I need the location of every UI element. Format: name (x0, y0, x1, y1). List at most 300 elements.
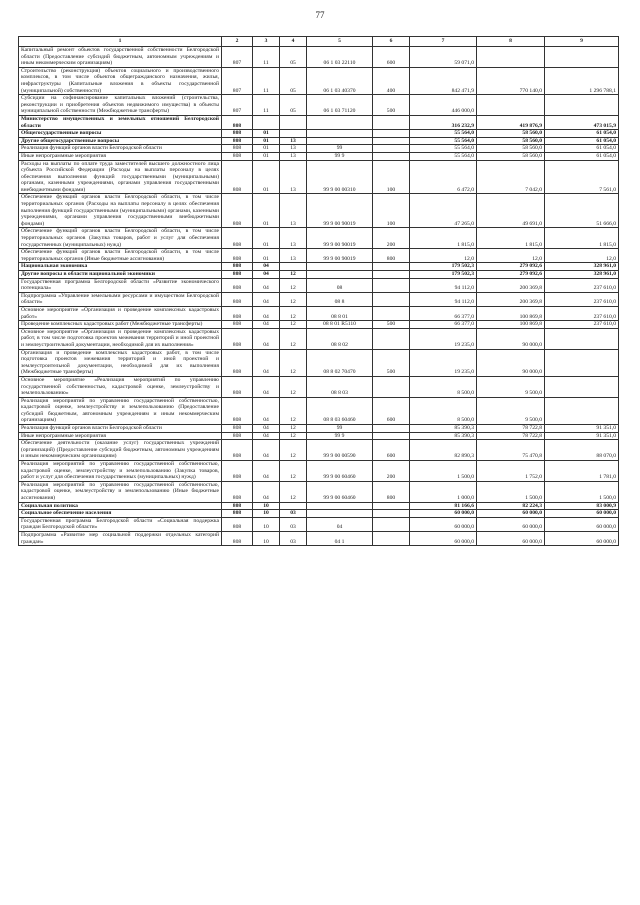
cell-year-1: 1 815,0 (410, 228, 477, 249)
cell-year-2: 1 752,0 (477, 461, 545, 482)
cell-year-2: 82 224,3 (477, 502, 545, 510)
cell-ved: 808 (222, 531, 253, 545)
cell-rz: 04 (253, 432, 280, 440)
cell-year-1: 81 166,6 (410, 502, 477, 510)
cell-year-3: 328 961,0 (545, 271, 619, 279)
cell-year-2: 78 722,8 (477, 432, 545, 440)
cell-csr (307, 502, 373, 510)
cell-year-2: 58 560,0 (477, 130, 545, 138)
table-row (19, 67, 619, 94)
row-name: Иные непрограммные мероприятия (19, 432, 222, 440)
table-row (19, 306, 619, 320)
row-name: Капитальный ремонт объектов государственной собственности Белгородской области (Предоставление субсидий бюджетным, автономным учреждениям и иным некоммерческим организациям) (19, 47, 222, 68)
cell-pr: 13 (280, 194, 307, 228)
cell-pr: 03 (280, 510, 307, 518)
table-row (19, 397, 619, 424)
cell-pr: 12 (280, 349, 307, 376)
cell-year-2: 78 722,8 (477, 425, 545, 433)
cell-csr: 08 8 03 60460 (307, 397, 373, 424)
cell-pr: 13 (280, 160, 307, 194)
table-row (19, 95, 619, 116)
cell-pr (280, 263, 307, 271)
cell-year-2: 58 560,0 (477, 152, 545, 160)
cell-year-1: 179 502,3 (410, 263, 477, 271)
cell-csr: 08 8 02 (307, 328, 373, 349)
cell-year-3 (545, 349, 619, 376)
table-row (19, 249, 619, 263)
table-row (19, 263, 619, 271)
cell-csr (307, 510, 373, 518)
cell-csr: 99 9 00 60460 (307, 461, 373, 482)
cell-vr (373, 376, 410, 397)
cell-vr: 600 (373, 47, 410, 68)
row-name: Организация и проведение комплексных кадастровых работ, в том числе подготовка проектов межевания территорий и иной проектной и землеустроительной документации, необходимой для их выполнения (Межбюджетные трансферты) (19, 349, 222, 376)
cell-rz: 01 (253, 137, 280, 145)
cell-ved: 808 (222, 292, 253, 306)
cell-year-3 (545, 397, 619, 424)
cell-year-1: 12,0 (410, 249, 477, 263)
cell-vr (373, 292, 410, 306)
cell-year-3: 7 561,0 (545, 160, 619, 194)
cell-year-2: 7 042,0 (477, 160, 545, 194)
column-header: 6 (373, 37, 410, 47)
row-name: Реализация функций органов власти Белгородской области (19, 425, 222, 433)
row-name: Реализация мероприятий по управлению государственной собственностью, кадастровой оценке, землеустройству и землепользованию (Закупка товаров, работ и услуг для обеспечения государственных (муниципальных) нужд) (19, 461, 222, 482)
cell-pr: 05 (280, 95, 307, 116)
cell-csr: 08 8 01 R5110 (307, 321, 373, 329)
table-row (19, 228, 619, 249)
cell-pr: 12 (280, 425, 307, 433)
table-row (19, 461, 619, 482)
cell-ved: 808 (222, 328, 253, 349)
cell-pr: 12 (280, 440, 307, 461)
row-name: Реализация мероприятий по управлению государственной собственностью, кадастровой оценке, землеустройству и землепользованию (Предоставление субсидий бюджетным, автономным учреждениям и иным некоммерческим организациям) (19, 397, 222, 424)
cell-year-3: 237 610,0 (545, 306, 619, 320)
cell-csr: 99 9 (307, 432, 373, 440)
cell-pr: 05 (280, 47, 307, 68)
cell-rz: 04 (253, 278, 280, 292)
cell-ved: 808 (222, 306, 253, 320)
table-row (19, 160, 619, 194)
cell-ved: 808 (222, 130, 253, 138)
cell-csr: 99 9 00 90019 (307, 194, 373, 228)
table-row (19, 130, 619, 138)
cell-pr: 05 (280, 67, 307, 94)
cell-csr: 08 8 (307, 292, 373, 306)
cell-ved: 807 (222, 47, 253, 68)
row-name: Расходы на выплаты по оплате труда заместителей высшего должностного лица субъекта Российской Федерации (Расходы на выплаты персоналу в целях обеспечения выполнения функций государственными (муниципальными) органами, казенными учреждениями, органами управления государственными внебюджетными фондами) (19, 160, 222, 194)
cell-year-1: 446 000,0 (410, 95, 477, 116)
cell-pr: 13 (280, 228, 307, 249)
cell-year-1: 85 390,3 (410, 432, 477, 440)
cell-year-3: 60 000,0 (545, 517, 619, 531)
cell-year-1: 19 235,0 (410, 349, 477, 376)
budget-table (18, 36, 619, 546)
cell-year-1: 60 000,0 (410, 517, 477, 531)
cell-year-3: 237 610,0 (545, 321, 619, 329)
cell-year-3: 473 015,9 (545, 115, 619, 129)
table-row (19, 47, 619, 68)
row-name: Государственная программа Белгородской области «Социальная поддержка граждан Белгородской области» (19, 517, 222, 531)
cell-year-1: 179 502,3 (410, 271, 477, 279)
cell-vr (373, 517, 410, 531)
row-name: Обеспечение деятельности (оказание услуг) государственных учреждений (организаций) (Предоставление субсидий бюджетным, автономным учреждениям и иным некоммерческим организациям) (19, 440, 222, 461)
cell-year-3: 83 000,9 (545, 502, 619, 510)
row-name: Основное мероприятие «Реализация мероприятий по управлению государственной собственностью, кадастровой оценке, землеустройству и землепользованию» (19, 376, 222, 397)
cell-year-3: 91 351,0 (545, 425, 619, 433)
cell-csr: 99 9 00 00310 (307, 160, 373, 194)
cell-pr: 12 (280, 292, 307, 306)
cell-year-1: 1 000,0 (410, 481, 477, 502)
cell-ved: 808 (222, 510, 253, 518)
cell-vr: 100 (373, 160, 410, 194)
row-name: Иные непрограммные мероприятия (19, 152, 222, 160)
table-row (19, 115, 619, 129)
cell-year-2: 75 470,8 (477, 440, 545, 461)
row-name: Общегосударственные вопросы (19, 130, 222, 138)
cell-year-2 (477, 47, 545, 68)
table-row (19, 152, 619, 160)
cell-ved: 808 (222, 145, 253, 153)
cell-csr: 04 1 (307, 531, 373, 545)
page-number: 77 (315, 10, 325, 20)
cell-rz: 04 (253, 376, 280, 397)
cell-year-3 (545, 95, 619, 116)
cell-ved: 808 (222, 432, 253, 440)
cell-pr: 13 (280, 145, 307, 153)
cell-year-2: 419 876,9 (477, 115, 545, 129)
cell-year-2: 1 500,0 (477, 481, 545, 502)
row-name: Социальное обеспечение населения (19, 510, 222, 518)
cell-year-3: 61 054,0 (545, 137, 619, 145)
table-row (19, 321, 619, 329)
cell-rz: 04 (253, 292, 280, 306)
cell-ved: 808 (222, 397, 253, 424)
cell-pr: 12 (280, 376, 307, 397)
column-header: 4 (280, 37, 307, 47)
cell-csr (307, 263, 373, 271)
cell-ved: 808 (222, 481, 253, 502)
cell-csr: 08 8 02 70470 (307, 349, 373, 376)
cell-year-2: 49 691,0 (477, 194, 545, 228)
cell-rz: 04 (253, 328, 280, 349)
table-row (19, 531, 619, 545)
cell-csr: 04 (307, 517, 373, 531)
cell-rz: 04 (253, 263, 280, 271)
cell-year-1: 19 235,0 (410, 328, 477, 349)
cell-vr: 600 (373, 440, 410, 461)
cell-ved: 808 (222, 461, 253, 482)
cell-year-2: 1 815,0 (477, 228, 545, 249)
cell-year-1: 316 232,9 (410, 115, 477, 129)
cell-pr: 12 (280, 461, 307, 482)
cell-pr (280, 115, 307, 129)
row-name: Подпрограмма «Управление земельными ресурсами и имуществом Белгородской области» (19, 292, 222, 306)
cell-rz: 10 (253, 531, 280, 545)
cell-year-2: 279 092,6 (477, 263, 545, 271)
cell-pr: 12 (280, 271, 307, 279)
cell-year-2: 200 369,8 (477, 292, 545, 306)
cell-ved: 808 (222, 228, 253, 249)
cell-ved: 808 (222, 349, 253, 376)
cell-year-2: 60 000,0 (477, 531, 545, 545)
row-name: Обеспечение функций органов власти Белгородской области, в том числе территориальных органов (Расходы на выплаты персоналу в целях обеспечения выполнения функций государственными (муниципальными) органами, казенными учреждениями, органами управления государственными внебюджетными фондами) (19, 194, 222, 228)
cell-rz: 04 (253, 349, 280, 376)
cell-vr: 200 (373, 461, 410, 482)
cell-year-3: 60 000,0 (545, 510, 619, 518)
cell-vr (373, 137, 410, 145)
cell-year-2: 60 000,0 (477, 517, 545, 531)
cell-vr (373, 510, 410, 518)
cell-vr: 500 (373, 349, 410, 376)
cell-rz: 11 (253, 47, 280, 68)
cell-rz: 01 (253, 152, 280, 160)
cell-year-3: 1 296 788,1 (545, 67, 619, 94)
row-name: Другие общегосударственные вопросы (19, 137, 222, 145)
cell-pr: 12 (280, 278, 307, 292)
cell-vr: 200 (373, 228, 410, 249)
cell-pr (280, 130, 307, 138)
cell-year-1: 85 390,3 (410, 425, 477, 433)
table-row (19, 517, 619, 531)
cell-year-1: 94 112,0 (410, 278, 477, 292)
cell-vr (373, 278, 410, 292)
cell-year-3 (545, 47, 619, 68)
cell-ved: 808 (222, 278, 253, 292)
cell-year-1: 8 500,0 (410, 397, 477, 424)
cell-csr: 99 9 (307, 152, 373, 160)
cell-year-2: 12,0 (477, 249, 545, 263)
table-row (19, 349, 619, 376)
cell-ved: 808 (222, 152, 253, 160)
row-name: Реализация мероприятий по управлению государственной собственностью, кадастровой оценке, землеустройству и землепользованию (Иные бюджетные ассигнования) (19, 481, 222, 502)
cell-year-1: 1 500,0 (410, 461, 477, 482)
cell-ved: 808 (222, 321, 253, 329)
cell-rz: 04 (253, 481, 280, 502)
cell-pr: 12 (280, 328, 307, 349)
cell-vr (373, 502, 410, 510)
row-name: Строительство (реконструкция) объектов социального и производственного комплексов, в том числе объектов общегражданского назначения, жилья, инфраструктуры (Капитальные вложения в объекты государственной (муниципальной) собственности) (19, 67, 222, 94)
column-header: 1 (19, 37, 222, 47)
cell-rz: 01 (253, 160, 280, 194)
table-row (19, 440, 619, 461)
table-row (19, 502, 619, 510)
row-name: Национальная экономика (19, 263, 222, 271)
cell-rz: 04 (253, 306, 280, 320)
cell-csr (307, 271, 373, 279)
table-row (19, 194, 619, 228)
cell-vr (373, 328, 410, 349)
cell-year-1: 55 564,0 (410, 137, 477, 145)
cell-year-3: 1 815,0 (545, 228, 619, 249)
table-row (19, 432, 619, 440)
cell-vr: 600 (373, 397, 410, 424)
cell-vr (373, 115, 410, 129)
cell-vr: 100 (373, 194, 410, 228)
cell-year-2: 90 000,0 (477, 349, 545, 376)
cell-pr: 13 (280, 249, 307, 263)
row-name: Министерство имущественных и земельных отношений Белгородской области (19, 115, 222, 129)
cell-year-3: 237 610,0 (545, 292, 619, 306)
cell-rz: 04 (253, 425, 280, 433)
cell-vr: 800 (373, 249, 410, 263)
cell-rz: 11 (253, 95, 280, 116)
cell-year-2: 90 000,0 (477, 328, 545, 349)
cell-year-1: 47 265,0 (410, 194, 477, 228)
cell-vr: 500 (373, 95, 410, 116)
cell-ved: 807 (222, 67, 253, 94)
cell-csr: 08 8 03 (307, 376, 373, 397)
table-row (19, 278, 619, 292)
cell-year-2: 279 092,6 (477, 271, 545, 279)
cell-vr: 500 (373, 321, 410, 329)
cell-rz: 04 (253, 440, 280, 461)
cell-rz: 01 (253, 228, 280, 249)
cell-pr (280, 502, 307, 510)
cell-year-1: 66 377,0 (410, 321, 477, 329)
cell-csr (307, 115, 373, 129)
cell-year-3: 61 054,0 (545, 130, 619, 138)
cell-ved: 808 (222, 502, 253, 510)
cell-ved: 808 (222, 271, 253, 279)
table-row (19, 145, 619, 153)
row-name: Обеспечение функций органов власти Белгородской области, в том числе территориальных органов (Закупка товаров, работ и услуг для обеспечения государственных (муниципальных) нужд) (19, 228, 222, 249)
cell-csr: 99 9 00 90019 (307, 249, 373, 263)
cell-year-2: 200 369,8 (477, 278, 545, 292)
cell-ved: 808 (222, 160, 253, 194)
cell-rz (253, 115, 280, 129)
cell-csr: 99 9 00 60460 (307, 481, 373, 502)
cell-rz: 01 (253, 249, 280, 263)
cell-vr (373, 432, 410, 440)
table-header-row (19, 37, 619, 47)
cell-year-3 (545, 376, 619, 397)
cell-pr: 12 (280, 321, 307, 329)
table-row (19, 510, 619, 518)
cell-year-3: 91 351,0 (545, 432, 619, 440)
cell-rz: 10 (253, 502, 280, 510)
cell-vr (373, 152, 410, 160)
cell-vr (373, 263, 410, 271)
cell-vr: 400 (373, 67, 410, 94)
cell-pr: 12 (280, 397, 307, 424)
row-name: Подпрограмма «Развитие мер социальной поддержки отдельных категорий граждан» (19, 531, 222, 545)
cell-year-3: 12,0 (545, 249, 619, 263)
cell-year-3: 88 070,0 (545, 440, 619, 461)
cell-csr: 06 1 03 71120 (307, 95, 373, 116)
row-name: Основное мероприятие «Организация и проведение комплексных кадастровых работ» (19, 306, 222, 320)
cell-year-3: 60 000,0 (545, 531, 619, 545)
cell-year-2: 9 500,0 (477, 376, 545, 397)
table-row (19, 481, 619, 502)
table-row (19, 376, 619, 397)
table-row (19, 328, 619, 349)
cell-vr (373, 531, 410, 545)
table-row (19, 137, 619, 145)
cell-year-1: 60 000,0 (410, 510, 477, 518)
cell-csr (307, 130, 373, 138)
cell-year-3: 61 054,0 (545, 145, 619, 153)
cell-year-1: 59 071,0 (410, 47, 477, 68)
cell-csr: 08 (307, 278, 373, 292)
cell-year-3: 1 781,0 (545, 461, 619, 482)
cell-pr: 12 (280, 432, 307, 440)
row-name: Субсидии на софинансирование капитальных вложений (строительства, реконструкции и приобретения объектов недвижимого имущества) в объекты муниципальной собственности (Межбюджетные трансферты) (19, 95, 222, 116)
column-header: 3 (253, 37, 280, 47)
cell-vr (373, 130, 410, 138)
cell-csr: 99 9 00 00590 (307, 440, 373, 461)
column-header: 5 (307, 37, 373, 47)
cell-ved: 808 (222, 137, 253, 145)
cell-csr: 99 9 00 90019 (307, 228, 373, 249)
cell-year-1: 8 500,0 (410, 376, 477, 397)
row-name: Другие вопросы в области национальной экономики (19, 271, 222, 279)
cell-year-1: 6 472,0 (410, 160, 477, 194)
row-name: Основное мероприятие «Организация и проведение комплексных кадастровых работ, в том числе подготовка проектов межевания территорий и иной проектной и землеустроительной документации, необходимой для их выполнения» (19, 328, 222, 349)
cell-year-3: 1 500,0 (545, 481, 619, 502)
cell-pr: 12 (280, 306, 307, 320)
cell-vr: 800 (373, 481, 410, 502)
cell-rz: 04 (253, 397, 280, 424)
cell-pr: 12 (280, 481, 307, 502)
cell-year-1: 66 377,0 (410, 306, 477, 320)
cell-ved: 808 (222, 249, 253, 263)
cell-year-1: 55 564,0 (410, 145, 477, 153)
cell-year-1: 842 471,9 (410, 67, 477, 94)
cell-year-2: 770 140,0 (477, 67, 545, 94)
cell-csr: 06 1 03 40370 (307, 67, 373, 94)
column-header: 9 (545, 37, 619, 47)
cell-ved: 808 (222, 517, 253, 531)
cell-year-1: 55 564,0 (410, 130, 477, 138)
table-row (19, 425, 619, 433)
cell-rz: 04 (253, 461, 280, 482)
cell-vr (373, 271, 410, 279)
row-name: Реализация функций органов власти Белгородской области (19, 145, 222, 153)
cell-pr: 03 (280, 517, 307, 531)
cell-year-1: 94 112,0 (410, 292, 477, 306)
cell-year-2: 58 560,0 (477, 137, 545, 145)
row-name: Проведение комплексных кадастровых работ (Межбюджетные трансферты) (19, 321, 222, 329)
cell-rz: 01 (253, 130, 280, 138)
cell-pr: 13 (280, 137, 307, 145)
row-name: Обеспечение функций органов власти Белгородской области, в том числе территориальных органов (Иные бюджетные ассигнования) (19, 249, 222, 263)
column-header: 2 (222, 37, 253, 47)
cell-vr (373, 145, 410, 153)
cell-ved: 808 (222, 425, 253, 433)
cell-year-3: 328 961,0 (545, 263, 619, 271)
cell-year-1: 60 000,0 (410, 531, 477, 545)
row-name: Государственная программа Белгородской области «Развитие экономического потенциала» (19, 278, 222, 292)
cell-year-3 (545, 328, 619, 349)
cell-rz: 04 (253, 271, 280, 279)
cell-pr: 03 (280, 531, 307, 545)
table-row (19, 292, 619, 306)
cell-year-2: 60 000,0 (477, 510, 545, 518)
cell-vr (373, 306, 410, 320)
cell-year-2: 100 869,8 (477, 321, 545, 329)
cell-year-3: 61 054,0 (545, 152, 619, 160)
column-header: 7 (410, 37, 477, 47)
cell-ved: 808 (222, 376, 253, 397)
cell-vr (373, 425, 410, 433)
cell-year-3: 237 610,0 (545, 278, 619, 292)
cell-csr: 99 (307, 145, 373, 153)
row-name: Социальная политика (19, 502, 222, 510)
cell-csr: 08 8 01 (307, 306, 373, 320)
cell-rz: 10 (253, 510, 280, 518)
cell-pr: 13 (280, 152, 307, 160)
